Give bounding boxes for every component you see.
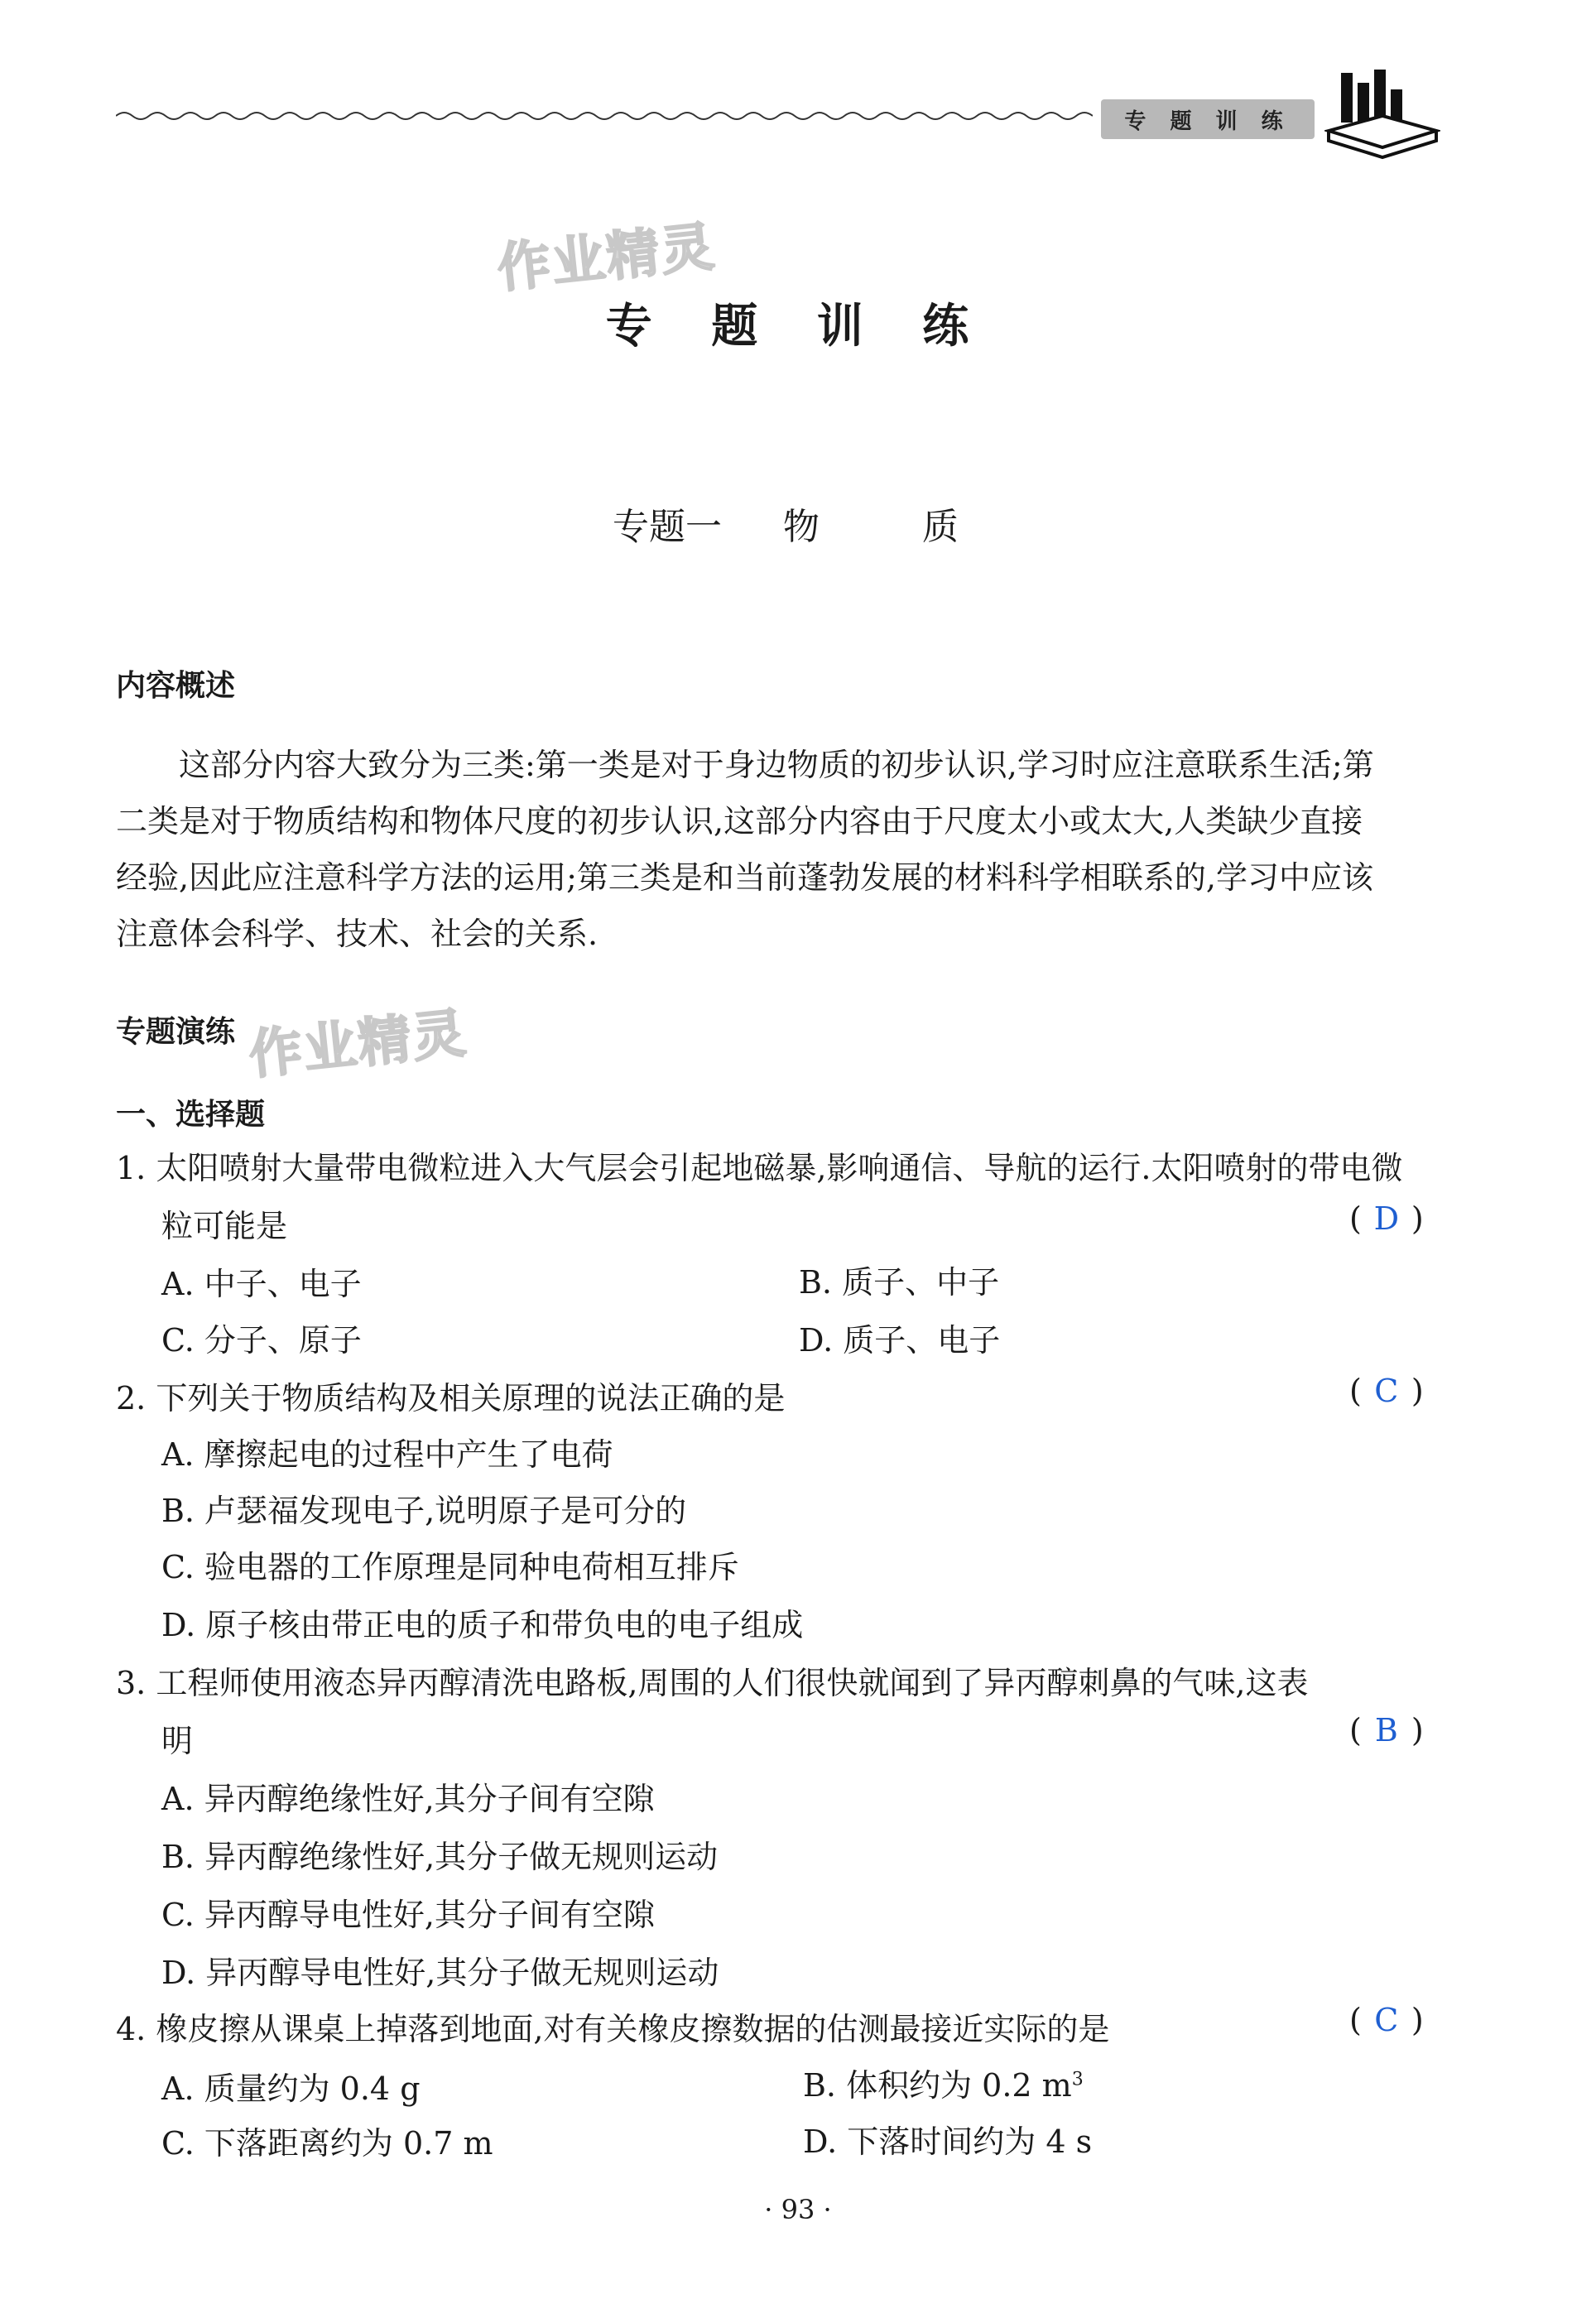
option: D. 原子核由带正电的质子和带负电的电子组成 (161, 1607, 804, 1643)
watermark: 作业精灵 (246, 1003, 470, 1087)
practice-heading: 专题演练 (116, 1015, 236, 1049)
book-stack-icon (1324, 65, 1440, 164)
option: B. 异丙醇绝缘性好,其分子做无规则运动 (161, 1839, 719, 1875)
answer-letter: D (1373, 1200, 1400, 1237)
option: A. 质量约为 0.4 g (161, 2070, 421, 2107)
question-stem: 3. 工程师使用液态异丙醇清洗电路板,周围的人们很快就闻到了异丙醇刺鼻的气味,这表 (116, 1665, 1309, 1701)
question-stem: 明 (161, 1723, 194, 1759)
paragraph-line: 注意体会科学、技术、社会的关系. (116, 916, 598, 952)
option: C. 异丙醇导电性好,其分子间有空隙 (161, 1897, 655, 1933)
subtitle-part: 物 (783, 506, 820, 548)
subtitle-part: 专题一 (613, 506, 722, 548)
answer-letter: C (1374, 1373, 1399, 1409)
answer-bracket (1349, 1200, 1424, 1237)
watermark: 作业精灵 (494, 216, 719, 301)
option: B. 卢瑟福发现电子,说明原子是可分的 (161, 1493, 687, 1529)
header-section-tab: 专 题 训 练 (1101, 99, 1315, 139)
option: D. 下落时间约为 4 s (803, 2123, 1093, 2160)
question-stem: 1. 太阳喷射大量带电微粒进入大气层会引起地磁暴,影响通信、导航的运行.太阳喷射的带电微 (116, 1150, 1403, 1186)
paren: ) (1411, 2002, 1424, 2038)
paragraph-line: 这部分内容大致分为三类:第一类是对于身边物质的初步认识,学习时应注意联系生活;第 (179, 747, 1374, 783)
paren: ( (1349, 1200, 1362, 1237)
question-stem: 4. 橡皮擦从课桌上掉落到地面,对有关橡皮擦数据的估测最接近实际的是 (116, 2011, 1110, 2047)
paren: ( (1349, 2002, 1362, 2038)
option: C. 验电器的工作原理是同种电荷相互排斥 (161, 1549, 739, 1585)
page-number: · 93 · (764, 2194, 832, 2225)
answer-bracket (1349, 2002, 1424, 2038)
paren: ) (1411, 1200, 1424, 1237)
question-stem: 2. 下列关于物质结构及相关原理的说法正确的是 (116, 1380, 786, 1416)
paren: ) (1411, 1712, 1424, 1748)
overview-paragraph (116, 737, 1457, 962)
option: C. 下落距离约为 0.7 m (161, 2125, 493, 2162)
subtitle-part: 质 (922, 506, 959, 548)
option: A. 摩擦起电的过程中产生了电荷 (161, 1436, 613, 1473)
paren: ( (1349, 1373, 1362, 1409)
answer-bracket (1349, 1712, 1424, 1748)
superscript: 3 (1071, 2069, 1084, 2090)
option: D. 异丙醇导电性好,其分子做无规则运动 (161, 1955, 719, 1991)
answer-letter: B (1374, 1712, 1398, 1748)
option: D. 质子、电子 (799, 1322, 1001, 1359)
option: B. 质子、中子 (799, 1264, 1000, 1301)
option: C. 分子、原子 (161, 1322, 362, 1359)
answer-bracket (1349, 1373, 1424, 1409)
paren: ( (1349, 1712, 1362, 1748)
chapter-subtitle (613, 497, 959, 550)
option: A. 中子、电子 (161, 1266, 362, 1302)
overview-heading: 内容概述 (116, 669, 236, 703)
answer-letter: C (1374, 2002, 1399, 2038)
paragraph-line: 经验,因此应注意科学方法的运用;第三类是和当前蓬勃发展的材料科学相联系的,学习中应该 (116, 859, 1373, 896)
question-stem: 粒可能是 (161, 1208, 288, 1244)
option: B. 体积约为 0.2 m (803, 2067, 1072, 2104)
paren: ) (1411, 1373, 1424, 1409)
paragraph-line: 二类是对于物质结构和物体尺度的初步认识,这部分内容由于尺度太小或太大,人类缺少直接 (116, 803, 1363, 839)
page-title: 专 题 训 练 (605, 299, 991, 354)
option: A. 异丙醇绝缘性好,其分子间有空隙 (161, 1781, 655, 1817)
option-with-superscript (803, 2060, 1084, 2105)
header-wavy-rule (116, 98, 1093, 131)
choice-heading: 一、选择题 (116, 1098, 266, 1132)
